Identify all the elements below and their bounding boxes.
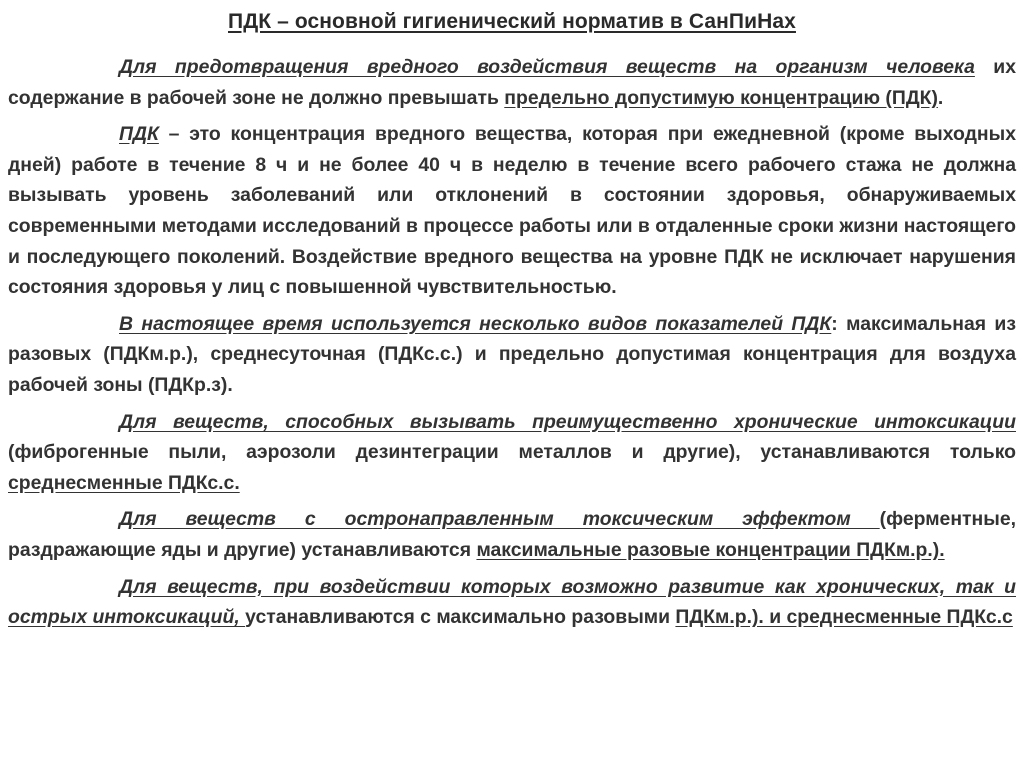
text-segment: среднесменные ПДКс.с. bbox=[8, 471, 240, 494]
paragraph-pdk-purpose bbox=[8, 52, 1016, 113]
text-segment: максимальные разовые концентрации ПДКм.р.). bbox=[476, 538, 945, 561]
text-segment: Для веществ, при воздействии которых возможно развитие как хронических, так и острых интоксикаций, bbox=[8, 575, 1016, 629]
text-segment: Для веществ с остронаправленным токсическим эффектом bbox=[119, 508, 880, 531]
text-segment: ПДКм.р.). и среднесменные ПДКс.с bbox=[675, 606, 1013, 629]
text-segment: ПДК bbox=[119, 123, 159, 146]
text-segment: В настоящее время используется несколько видов показателей ПДК bbox=[119, 312, 832, 335]
text-segment: Для веществ, способных вызывать преимущественно хронические интоксикации bbox=[119, 410, 1016, 433]
text-segment: : максимальная из разовых (ПДКм.р.), среднесуточная (ПДКс.с.) и предельно допустимая концентрация для воздуха рабочей зоны (ПДКр.з). bbox=[8, 312, 1016, 396]
text-segment: . bbox=[937, 86, 944, 109]
text-segment: их содержание в рабочей зоне не должно превышать bbox=[8, 56, 1017, 109]
paragraph-chronic-intoxication bbox=[8, 407, 1016, 499]
text-segment: устанавливаются с максимально разовыми bbox=[245, 606, 676, 629]
text-segment: (ферментные, раздражающие яды и другие) устанавливаются bbox=[8, 508, 1016, 561]
text-segment: (фиброгенные пыли, аэрозоли дезинтеграции металлов и другие), устанавливаются только bbox=[8, 441, 1016, 464]
text-segment: – это концентрация вредного вещества, которая при ежедневной (кроме выходных дней) работе в течение 8 ч и не более 40 ч в неделю в течение всего рабочего стажа не должна вызывать уровень заболеваний или отклонений в состоянии здоровья, обнаруживаемых современными методами исследований в процессе работы или в отдаленные сроки жизни настоящего и последующего поколений. Воздействие вредного вещества на уровне ПДК не исключает нарушения состояния здоровья у лиц с повышенной чувствительностью. bbox=[8, 123, 1016, 299]
text-segment: предельно допустимую концентрацию (ПДК) bbox=[504, 86, 938, 109]
paragraph-pdk-definition bbox=[8, 119, 1016, 303]
paragraph-acute-toxic bbox=[8, 504, 1016, 565]
slide-body bbox=[8, 52, 1016, 639]
text-segment: Для предотвращения вредного воздействия веществ на организм человека bbox=[119, 56, 975, 78]
paragraph-chronic-and-acute bbox=[8, 572, 1016, 633]
slide-title: ПДК – основной гигиенический норматив в СанПиНах bbox=[228, 10, 796, 33]
paragraph-pdk-types bbox=[8, 309, 1016, 401]
